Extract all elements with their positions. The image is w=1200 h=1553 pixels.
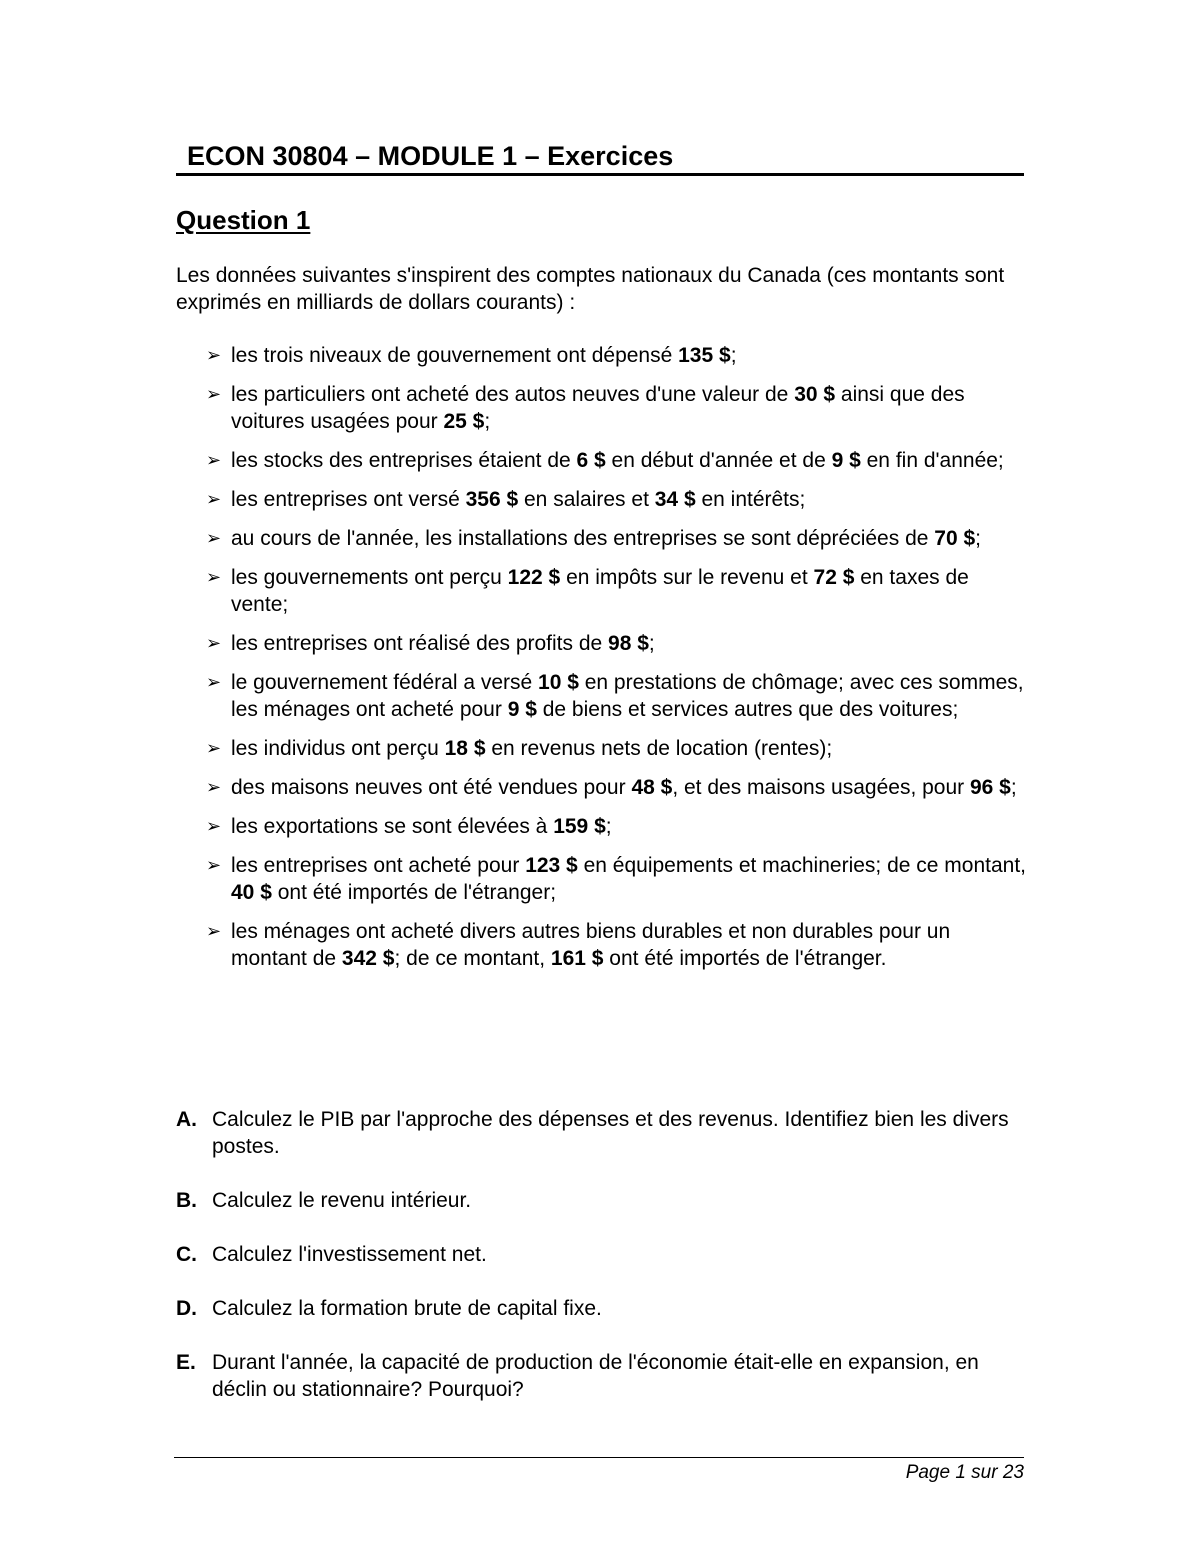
title-underline-rule (176, 173, 1024, 176)
bullet-text: les exportations se sont élevées à (231, 815, 554, 838)
bullet-text: les particuliers ont acheté des autos neuves d'une valeur de (231, 383, 795, 406)
bullet-text: en prestations de chômage; avec ces sommes, les ménages ont acheté pour (231, 671, 1024, 721)
bullet-text: des maisons neuves ont été vendues pour (231, 776, 632, 799)
amount-value: 123 $ (525, 854, 578, 877)
bullet-text: ; (1010, 776, 1017, 799)
arrow-bullet-icon: ➢ (206, 489, 222, 509)
bullet-text: les gouvernements ont perçu (231, 566, 508, 589)
bullet-item (206, 342, 1026, 369)
bullet-item (206, 486, 1026, 513)
amount-value: 98 $ (608, 632, 649, 655)
page-number: Page 1 sur 23 (905, 1462, 1024, 1483)
bullet-text: ; (484, 410, 491, 433)
amount-value: 6 $ (576, 449, 606, 472)
data-bullet-list (206, 342, 1026, 984)
amount-value: 70 $ (934, 527, 976, 550)
amount-value: 342 $ (341, 947, 395, 970)
bullet-text: ; (730, 344, 737, 367)
arrow-bullet-icon: ➢ (206, 777, 222, 797)
bullet-item (206, 813, 1026, 840)
bullet-text: les ménages ont acheté divers autres biens durables et non durables pour un montant de (231, 920, 951, 970)
subquestion-letter: C. (176, 1243, 197, 1266)
bullet-text: en revenus nets de location (rentes); (485, 737, 833, 760)
bullet-item (206, 630, 1026, 657)
bullet-text: en fin d'année; (860, 449, 1004, 472)
bullet-text: le gouvernement fédéral a versé (231, 671, 539, 694)
bullet-text: en impôts sur le revenu et (560, 566, 814, 589)
bullet-text: au cours de l'année, les installations des entreprises se sont dépréciées de (231, 527, 935, 550)
subquestion-letter: A. (176, 1108, 197, 1131)
bullet-text: en taxes de vente; (231, 566, 969, 616)
amount-value: 25 $ (443, 410, 485, 433)
subquestion-item (176, 1349, 1016, 1403)
arrow-bullet-icon: ➢ (206, 450, 222, 470)
subquestion-text: Calculez le PIB par l'approche des dépenses et des revenus. Identifiez bien les divers postes. (212, 1108, 1009, 1158)
footer-rule (174, 1457, 1024, 1458)
subquestion-letter: B. (176, 1189, 197, 1212)
amount-value: 356 $ (465, 488, 519, 511)
arrow-bullet-icon: ➢ (206, 738, 222, 758)
arrow-bullet-icon: ➢ (206, 816, 222, 836)
amount-value: 96 $ (969, 776, 1011, 799)
subquestion-letter: D. (176, 1297, 197, 1320)
bullet-item (206, 447, 1026, 474)
bullet-item (206, 735, 1026, 762)
amount-value: 9 $ (831, 449, 861, 472)
bullet-text: ont été importés de l'étranger; (271, 881, 557, 904)
bullet-text: les entreprises ont versé (231, 488, 466, 511)
amount-value: 161 $ (550, 947, 604, 970)
bullet-item (206, 564, 1026, 618)
subquestion-item (176, 1295, 1016, 1322)
subquestion-text: Calculez le revenu intérieur. (212, 1189, 472, 1212)
subquestion-list (176, 1106, 1016, 1430)
arrow-bullet-icon: ➢ (206, 567, 222, 587)
question-intro: Les données suivantes s'inspirent des comptes nationaux du Canada (ces montants sont exprimés en milliards de dollars courants) : (176, 264, 1005, 314)
bullet-text: en salaires et (518, 488, 655, 511)
arrow-bullet-icon: ➢ (206, 855, 222, 875)
amount-value: 72 $ (813, 566, 855, 589)
amount-value: 48 $ (631, 776, 673, 799)
arrow-bullet-icon: ➢ (206, 633, 222, 653)
arrow-bullet-icon: ➢ (206, 672, 222, 692)
subquestion-item (176, 1241, 1016, 1268)
bullet-text: ; (648, 632, 655, 655)
bullet-text: les stocks des entreprises étaient de (231, 449, 577, 472)
bullet-text: ainsi que des voitures usagées pour (231, 383, 965, 433)
bullet-item (206, 525, 1026, 552)
bullet-item (206, 918, 1026, 972)
bullet-text: les entreprises ont acheté pour (231, 854, 526, 877)
bullet-text: , et des maisons usagées, pour (672, 776, 970, 799)
amount-value: 30 $ (794, 383, 836, 406)
bullet-text: les trois niveaux de gouvernement ont dépensé (231, 344, 679, 367)
subquestion-text: Calculez la formation brute de capital fixe. (212, 1297, 602, 1320)
amount-value: 122 $ (507, 566, 561, 589)
document-title: ECON 30804 – MODULE 1 – Exercices (187, 141, 674, 171)
bullet-text: en intérêts; (695, 488, 806, 511)
subquestion-text: Calculez l'investissement net. (212, 1243, 487, 1266)
bullet-text: en début d'année et de (605, 449, 832, 472)
bullet-text: les individus ont perçu (231, 737, 445, 760)
bullet-item (206, 381, 1026, 435)
arrow-bullet-icon: ➢ (206, 384, 222, 404)
amount-value: 10 $ (538, 671, 579, 694)
subquestion-item (176, 1106, 1016, 1160)
amount-value: 40 $ (231, 881, 272, 904)
subquestion-text: Durant l'année, la capacité de production de l'économie était-elle en expansion, en déclin ou stationnaire? Pourquoi? (212, 1351, 979, 1401)
amount-value: 159 $ (553, 815, 606, 838)
bullet-text: ; (605, 815, 612, 838)
bullet-text: ont été importés de l'étranger. (603, 947, 887, 970)
bullet-text: en équipements et machineries; de ce montant, (577, 854, 1027, 877)
amount-value: 34 $ (654, 488, 696, 511)
bullet-item (206, 774, 1026, 801)
arrow-bullet-icon: ➢ (206, 345, 222, 365)
arrow-bullet-icon: ➢ (206, 528, 222, 548)
bullet-text: de biens et services autres que des voitures; (536, 698, 959, 721)
subquestion-letter: E. (176, 1351, 196, 1374)
question-heading: Question 1 (176, 205, 311, 235)
bullet-item (206, 669, 1026, 723)
arrow-bullet-icon: ➢ (206, 921, 222, 941)
subquestion-item (176, 1187, 1016, 1214)
bullet-text: les entreprises ont réalisé des profits de (231, 632, 609, 655)
bullet-item (206, 852, 1026, 906)
amount-value: 18 $ (444, 737, 486, 760)
bullet-text: ; de ce montant, (394, 947, 551, 970)
bullet-text: ; (975, 527, 981, 550)
amount-value: 135 $ (678, 344, 731, 367)
amount-value: 9 $ (507, 698, 537, 721)
